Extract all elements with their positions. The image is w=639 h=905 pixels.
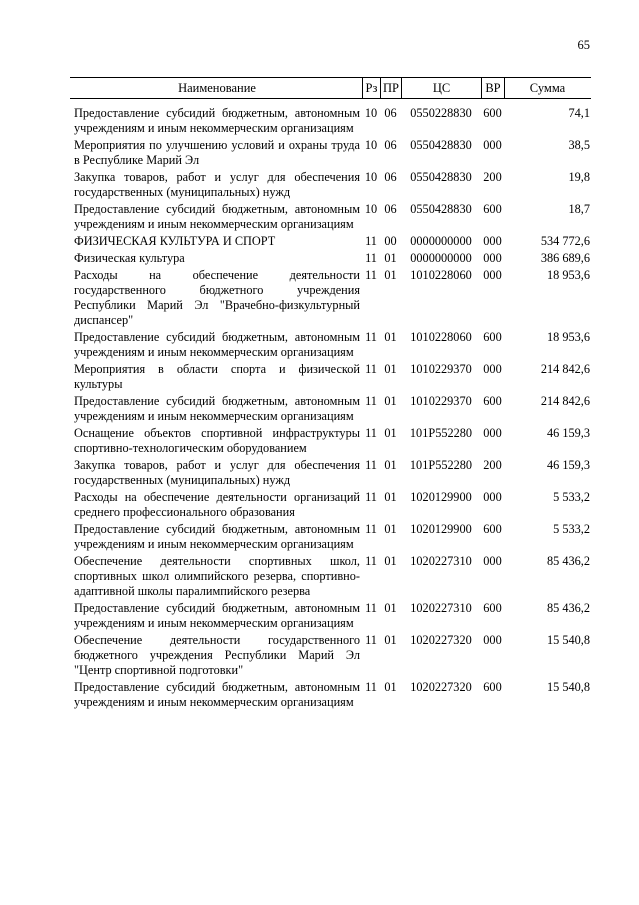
row-sum: 5 533,2 [553,490,590,504]
table-row [70,170,591,200]
row-cs: 101P552280 [409,426,473,440]
row-name: Расходы на обеспечение деятельности государственного бюджетного учреждения Республики Марий Эл "Врачебно-физкультурный диспансер" [74,268,360,327]
row-cs: 0550428830 [410,202,472,216]
row-pr: 06 [384,202,397,216]
table-row [70,490,591,520]
row-cs: 0000000000 [410,234,472,248]
row-rz: 11 [365,234,377,248]
table-row [70,268,591,328]
row-name: Мероприятия в области спорта и физической культуры [74,362,360,391]
row-sum: 46 159,3 [546,458,590,472]
row-vr: 200 [483,170,502,184]
row-name: Предоставление субсидий бюджетным, автономным учреждениям и иным некоммерческим организациям [74,330,360,359]
row-sum: 15 540,8 [546,633,590,647]
row-rz: 11 [365,458,377,472]
row-vr: 600 [483,601,502,615]
table-row [70,458,591,488]
row-cs: 1020227310 [410,554,472,568]
header-vr: ВР [481,78,504,98]
row-sum: 38,5 [568,138,590,152]
row-rz: 10 [364,170,378,184]
row-sum: 214 842,6 [540,394,590,408]
row-name: Расходы на обеспечение деятельности организаций среднего профессионального образования [74,490,360,519]
row-cs: 0000000000 [410,251,472,265]
row-pr: 01 [384,362,397,376]
row-sum: 85 436,2 [546,601,590,615]
row-cs: 1010229370 [410,394,472,408]
row-rz: 11 [365,330,377,344]
row-pr: 01 [384,601,397,615]
row-vr: 000 [483,138,502,152]
row-rz: 11 [365,490,377,504]
table-row [70,251,591,266]
row-cs: 1010228060 [410,268,472,282]
row-vr: 600 [483,680,502,694]
table-row [70,330,591,360]
page-number: 65 [577,38,590,52]
header-sum: Сумма [504,78,591,98]
row-name: Предоставление субсидий бюджетным, автономным учреждениям и иным некоммерческим организациям [74,106,360,135]
row-sum: 74,1 [568,106,590,120]
table-row [70,554,591,599]
row-pr: 01 [384,633,397,647]
row-sum: 46 159,3 [546,426,590,440]
row-vr: 000 [483,268,502,282]
row-pr: 01 [384,554,397,568]
table-row [70,234,591,249]
row-name: Предоставление субсидий бюджетным, автономным учреждениям и иным некоммерческим организациям [74,601,360,630]
row-cs: 0550228830 [410,106,472,120]
row-rz: 11 [365,680,377,694]
row-sum: 85 436,2 [546,554,590,568]
row-vr: 000 [483,490,502,504]
row-rz: 10 [364,138,378,152]
row-vr: 600 [483,106,502,120]
header-name: Наименование [178,81,256,95]
row-name: Оснащение объектов спортивной инфраструктуры спортивно-технологическим оборудованием [74,426,360,455]
table-row [70,522,591,552]
row-rz: 11 [365,394,377,408]
row-pr: 00 [384,234,397,248]
row-pr: 01 [384,394,397,408]
row-vr: 000 [483,633,502,647]
row-sum: 15 540,8 [546,680,590,694]
row-rz: 11 [365,268,377,282]
table-row [70,394,591,424]
row-rz: 10 [364,106,378,120]
row-cs: 1010228060 [410,330,472,344]
row-name: Обеспечение деятельности государственного бюджетного учреждения Республики Марий Эл "Центр спортивной подготовки" [74,633,360,677]
row-vr: 000 [483,362,502,376]
row-pr: 06 [384,106,397,120]
row-sum: 18 953,6 [546,330,590,344]
row-vr: 600 [483,202,502,216]
row-name: Закупка товаров, работ и услуг для обеспечения государственных (муниципальных) нужд [74,458,360,487]
row-name: Мероприятия по улучшению условий и охраны труда в Республике Марий Эл [74,138,360,167]
row-vr: 600 [483,394,502,408]
table-row [70,633,591,678]
row-name: Предоставление субсидий бюджетным, автономным учреждениям и иным некоммерческим организациям [74,680,360,709]
header-rz: Рз [362,78,380,98]
row-name: Обеспечение деятельности спортивных школ, спортивных школ олимпийского резерва, спортивно-адаптивной школы паралимпийского резерва [74,554,360,598]
table-body [70,99,591,710]
row-name: ФИЗИЧЕСКАЯ КУЛЬТУРА И СПОРТ [74,234,276,248]
row-cs: 101P552280 [409,458,473,472]
row-pr: 01 [384,680,397,694]
row-cs: 1020227310 [410,601,472,615]
row-vr: 000 [483,234,502,248]
row-vr: 000 [483,554,502,568]
row-vr: 600 [483,522,502,536]
row-cs: 1020227320 [410,633,472,647]
row-name: Физическая культура [74,251,185,265]
table-row [70,106,591,136]
row-name: Предоставление субсидий бюджетным, автономным учреждениям и иным некоммерческим организациям [74,202,360,231]
table-row [70,138,591,168]
table-row [70,202,591,232]
row-rz: 11 [365,554,377,568]
row-pr: 01 [384,522,397,536]
row-vr: 000 [483,426,502,440]
row-cs: 1020227320 [410,680,472,694]
table-row [70,362,591,392]
row-cs: 0550428830 [410,170,472,184]
row-name: Предоставление субсидий бюджетным, автономным учреждениям и иным некоммерческим организациям [74,522,360,551]
row-rz: 11 [365,362,377,376]
row-rz: 11 [365,251,377,265]
row-pr: 06 [384,138,397,152]
table-row [70,680,591,710]
budget-table [70,77,591,712]
header-pr: ПР [380,78,401,98]
row-sum: 214 842,6 [540,362,590,376]
row-vr: 600 [483,330,502,344]
table-header [70,77,591,99]
row-sum: 534 772,6 [540,234,590,248]
row-pr: 01 [384,490,397,504]
row-vr: 200 [483,458,502,472]
table-row [70,426,591,456]
row-cs: 1020129900 [410,490,472,504]
row-pr: 06 [384,170,397,184]
row-pr: 01 [384,268,397,282]
row-pr: 01 [384,330,397,344]
row-name: Закупка товаров, работ и услуг для обеспечения государственных (муниципальных) нужд [74,170,360,199]
row-name: Предоставление субсидий бюджетным, автономным учреждениям и иным некоммерческим организациям [74,394,360,423]
header-cs: ЦС [401,78,481,98]
row-cs: 0550428830 [410,138,472,152]
row-cs: 1010229370 [410,362,472,376]
row-rz: 10 [364,202,378,216]
row-pr: 01 [384,458,397,472]
row-rz: 11 [365,522,377,536]
row-cs: 1020129900 [410,522,472,536]
row-vr: 000 [483,251,502,265]
row-rz: 11 [365,601,377,615]
row-sum: 18,7 [568,202,590,216]
table-row [70,601,591,631]
row-rz: 11 [365,633,377,647]
row-rz: 11 [365,426,377,440]
row-sum: 5 533,2 [553,522,590,536]
row-pr: 01 [384,426,397,440]
row-pr: 01 [384,251,397,265]
row-sum: 386 689,6 [540,251,590,265]
row-sum: 18 953,6 [546,268,590,282]
row-sum: 19,8 [568,170,590,184]
